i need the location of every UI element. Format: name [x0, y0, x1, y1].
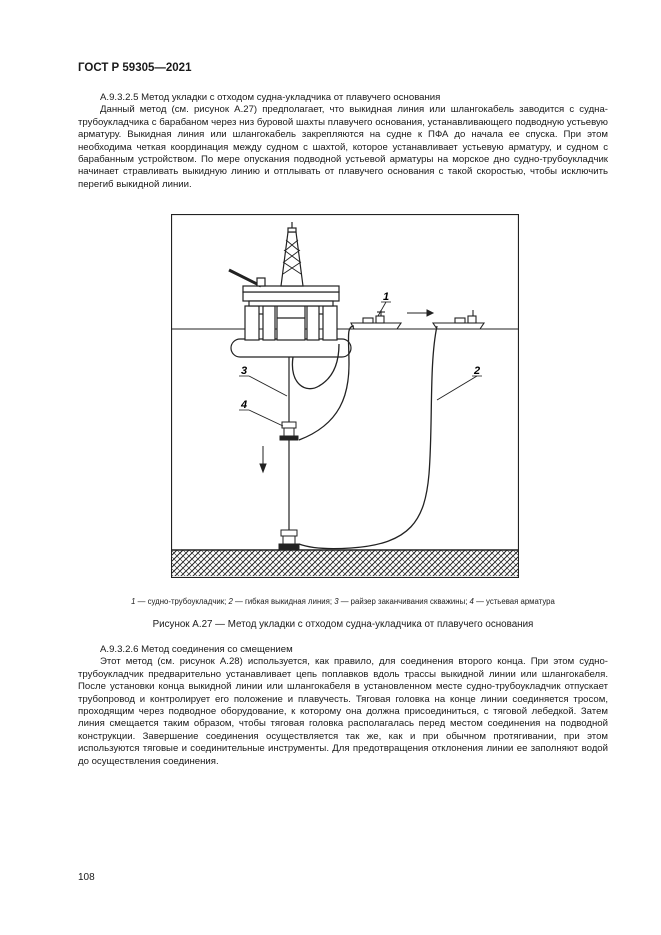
section-paragraph: Данный метод (см. рисунок А.27) предполагает, что выкидная линия или шлангокабель заводится с судна-трубоукладчика с барабаном через низ буровой шахты плавучего основания, устанавливающего подводную устьевую арматуру. Выкидная линия или шлангокабель закрепляются на судне к ПФА до начала ее спуска. При этом необходима четкая координация между судном с шахтой, которое устанавливает устьевую арматуру, и судном с барабанным устройством. По мере опускания подводной устьевой арматуры на морское дно судно-трубоукладчик начинает стравливать выкидную линию и отплывать от плавучего основания с такой скоростью, чтобы исключить перегиб выкидной линии.: [78, 104, 608, 190]
figure-caption: Рисунок А.27 — Метод укладки с отходом судна-укладчика от плавучего основания: [152, 619, 534, 630]
floating-platform: [229, 222, 351, 357]
label-2: 2: [474, 365, 481, 377]
pipelay-vessel-2: [433, 310, 484, 329]
legend-num-4: 4: [469, 597, 474, 606]
legend-text-2: гибкая выкидная линия;: [244, 597, 333, 606]
legend-text-1: судно-трубоукладчик;: [147, 597, 227, 606]
seabed: [172, 550, 518, 576]
vessel-direction-arrow: [407, 310, 433, 316]
legend-num-1: 1: [131, 597, 136, 606]
label-3: 3: [241, 365, 248, 377]
subsea-tree-descending: [280, 422, 298, 440]
standard-header: ГОСТ Р 59305—2021: [78, 62, 192, 74]
section-a9326: [78, 644, 608, 768]
figure-legend: 1 — судно-трубоукладчик; 2 — гибкая выкидная линия; 3 — райзер заканчивания скважины; 4 — устьевая арматура: [131, 597, 555, 606]
section-a9325: [78, 92, 608, 191]
section-heading: А.9.3.2.5 Метод укладки с отходом судна-укладчика от плавучего основания: [100, 92, 441, 103]
subsea-tree-seabed: [279, 530, 299, 550]
section-paragraph: Этот метод (см. рисунок А.28) используется, как правило, для соединения второго конца. При этом судно-трубоукладчик предварительно устанавливает цепь поплавков вдоль трассы выкидной линии или шлангокабеля. После установки конца выкидной линии или шлангокабеля в установленном месте судно-трубоукладчик отпускает трубопровод и контролирует его положение и плавучесть. Тяговая головка на конце линии соединяется тросом, проходящим через подводное оборудование, к которому она должна присоединиться, с тяговой лебедкой. Затем линия смещается таким образом, чтобы тяговая головка располагалась перед местом соединения на подводной конструкции. Завершение соединения осуществляется так же, как и при обычном протягивании, при этом используются тяговые и соединительные инструменты. Для предотвращения отклонения линии ее заполняют водой до осуществления соединения.: [78, 656, 608, 767]
legend-num-2: 2: [228, 597, 233, 606]
legend-text-3: райзер заканчивания скважины;: [350, 597, 468, 606]
flexible-flowline: [299, 326, 437, 549]
label-1: 1: [383, 291, 390, 303]
descent-arrow: [260, 446, 266, 472]
legend-num-3: 3: [334, 597, 339, 606]
page-number: 108: [78, 872, 95, 883]
section-heading: А.9.3.2.6 Метод соединения со смещением: [100, 644, 293, 655]
figure-a27: [171, 214, 519, 578]
pipelay-vessel-1: [351, 310, 401, 329]
label-4: 4: [241, 399, 248, 411]
legend-text-4: устьевая арматура: [486, 597, 555, 606]
